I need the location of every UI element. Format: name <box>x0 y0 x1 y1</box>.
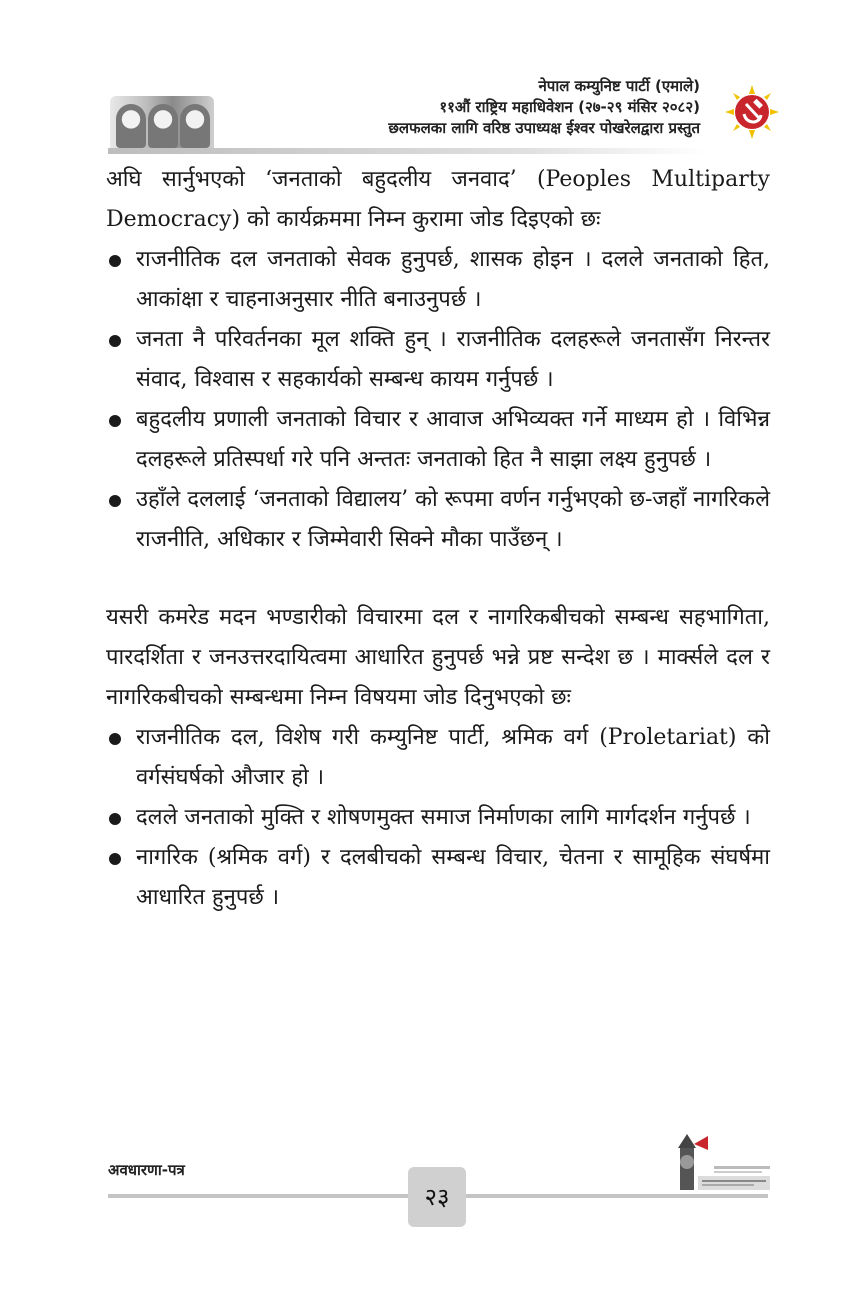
list-item: उहाँले दललाई ‘जनताको विद्यालय’ को रूपमा वर्णन गर्नुभएको छ-जहाँ नागरिकले राजनीति, अधिकार र जिम्मेवारी सिक्ने मौका पाउँछन् । <box>106 480 770 560</box>
convention-logo-icon <box>674 1132 774 1192</box>
bullet-icon <box>109 853 121 865</box>
bullet-icon <box>109 733 121 745</box>
leaders-portraits-image <box>110 96 214 148</box>
portrait-3 <box>180 104 210 148</box>
paragraph-spacer <box>106 560 770 598</box>
portrait-2 <box>148 104 178 148</box>
party-emblem-icon <box>724 84 780 140</box>
second-paragraph: यसरी कमरेड मदन भण्डारीको विचारमा दल र नागरिकबीचको सम्बन्ध सहभागिता, पारदर्शिता र जनउत्तरदायित्वमा आधारित हुनुपर्छ भन्ने प्रष्ट सन्देश छ । मार्क्सले दल र नागरिकबीचको सम्बन्धमा निम्न विषयमा जोड दिनुभएको छः <box>106 605 770 710</box>
portrait-1 <box>116 104 146 148</box>
page-header <box>0 0 863 160</box>
header-presenter: छलफलका लागि वरिष्ठ उपाध्यक्ष ईश्वर पोखरेलद्वारा प्रस्तुत <box>388 119 700 137</box>
bullet-icon <box>109 813 121 825</box>
list-item: जनता नै परिवर्तनका मूल शक्ति हुन् । राजनीतिक दलहरूले जनतासँग निरन्तर संवाद, विश्वास र सहकार्यको सम्बन्ध कायम गर्नुपर्छ । <box>106 320 770 400</box>
bullet-icon <box>109 255 121 267</box>
header-text <box>388 76 700 139</box>
bullet-icon <box>109 415 121 427</box>
marx-points-list <box>106 718 770 918</box>
list-item: राजनीतिक दल जनताको सेवक हुनुपर्छ, शासक होइन । दलले जनताको हित, आकांक्षा र चाहनाअनुसार नीति बनाउनुपर्छ । <box>106 240 770 320</box>
intro-paragraph: अघि सार्नुभएको ‘जनताको बहुदलीय जनवाद’ (Peoples Multiparty Democracy) को कार्यक्रममा निम्न कुरामा जोड दिइएको छः <box>106 167 770 232</box>
header-convention: ११औं राष्ट्रिय महाधिवेशन (२७-२९ मंसिर २०८२) <box>439 98 700 116</box>
header-rule <box>108 148 708 154</box>
footer-label: अवधारणा-पत्र <box>108 1161 185 1179</box>
page-number: २३ <box>408 1167 466 1227</box>
principles-list <box>106 240 770 560</box>
list-item: नागरिक (श्रमिक वर्ग) र दलबीचको सम्बन्ध विचार, चेतना र सामूहिक संघर्षमा आधारित हुनुपर्छ । <box>106 838 770 918</box>
list-item: राजनीतिक दल, विशेष गरी कम्युनिष्ट पार्टी, श्रमिक वर्ग (Proletariat) को वर्गसंघर्षको औजार हो । <box>106 718 770 798</box>
list-item: बहुदलीय प्रणाली जनताको विचार र आवाज अभिव्यक्त गर्ने माध्यम हो । विभिन्न दलहरूले प्रतिस्पर्धा गरे पनि अन्ततः जनताको हित नै साझा लक्ष्य हुनुपर्छ । <box>106 400 770 480</box>
list-item: दलले जनताको मुक्ति र शोषणमुक्त समाज निर्माणका लागि मार्गदर्शन गर्नुपर्छ । <box>106 798 770 838</box>
bullet-icon <box>109 335 121 347</box>
header-party-name: नेपाल कम्युनिष्ट पार्टी (एमाले) <box>538 77 700 95</box>
bullet-icon <box>109 495 121 507</box>
page-content <box>106 160 770 918</box>
